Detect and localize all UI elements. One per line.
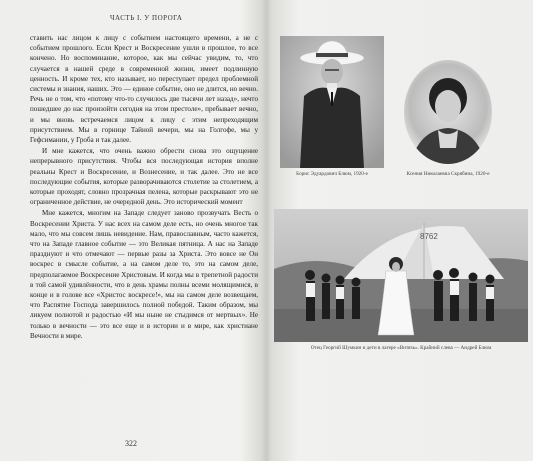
paragraph-3: Мне кажется, многим на Западе следует заново прозвучать Весть о Воскресении Христа. У нас всех на самом деле есть, но очень многое так мало, что мы совсем лишь невидение. Нам, православным, часто кажется, что на Западе главное событие — это Великая пятница. А нас на Западе празднуют и что отмечают — первые разы за Христа. Это вовсе не Он воскрес в смысле событие, а на самом деле то, это на самом деле, предполагаемое Воскресение Христовым. И когда мы в трепетной радости в той самой удивлённости, что в день храмы полны всеми молящимися, в конце и в голове все «Христос воскресе!», мы на самом деле возвещаем, что Распятие Господа завершилось полной победой. Таким образом, мы ликуем полнотой и радостью «И мы ныне не стыдимся от мертвых». Не только в вечности — это все еще и в истории и в мире, как христиане Вечности в мире. — [30, 209, 258, 340]
portrait-photo-woman — [398, 58, 498, 166]
right-page — [270, 0, 533, 461]
group-photo-camp — [274, 209, 528, 342]
left-page — [0, 0, 264, 461]
paragraph-2: И мне кажется, что очень важно обрести снова это ощущение непрерывного присутствия. Чтобы вся последующая история вполне реальны Крест и Воскресение, и Вознесение, и так далее. Это не все последующие события, которые разворачиваются столетие за столетием, а которые проходят, словно прозрачная пелена, которые раскрывают это не ограниченное действие, не очередной день. Это исторический момент — [30, 147, 258, 207]
paragraph-1: ставить нас лицом к лицу с событием настоящего времени, а не с событием прошлого. Если Крест и Воскресение ушли в прошлое, то все кончено. Но воспоминание, которое, как мы сейчас увидим, то, что случается в нашей среде в современной жизни, имеет подлинную ценность. И кроме тех, кто называет, но переступает предел проблемной системы и знания, наших. Это — единое событие, оно не длится, но вечно. Речь не о том, что «потому что-то случилось две тысячи лет назад», нечто пошедшее до нас произойти сегодня на этом престоле», пребывает вечно, и мы вновь встречаемся лицом к лицу с этим непреходящим присутствием. Мы в горнице Тайной вечери, мы на Голгофе, мы у Гефсимании, у Гроба и так далее. — [30, 34, 258, 145]
tent-number: 8762 — [420, 232, 438, 241]
page-number: 322 — [125, 439, 137, 448]
caption-photo-3: Отец Георгий Шумкин и дети в лагере «Витязь». Крайний слева — Андрей Блюм — [310, 345, 492, 351]
running-head: ЧАСТЬ I. У ПОРОГА — [110, 14, 183, 22]
portrait-photo-man — [280, 36, 384, 168]
body-text — [30, 33, 258, 341]
caption-photo-1: Борис Эдуардович Блюм, 1920-е — [296, 171, 368, 177]
caption-photo-2: Ксения Николаевна Скрябина, 1920-е — [406, 171, 490, 177]
